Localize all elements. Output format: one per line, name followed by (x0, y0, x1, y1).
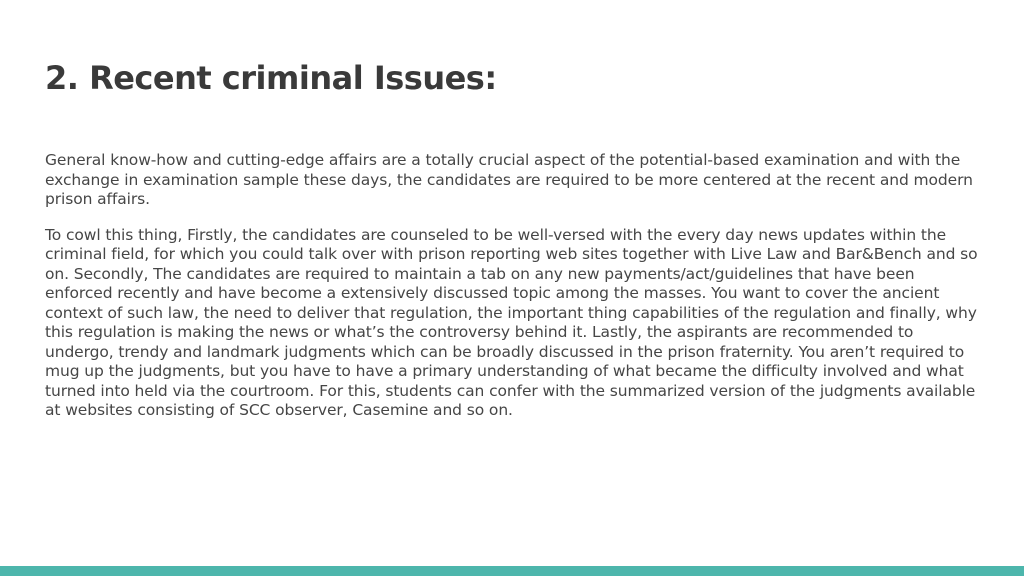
body-paragraph-2: To cowl this thing, Firstly, the candidates are counseled to be well-versed with the every day news updates within the criminal field, for which you could talk over with prison reporting web sites together with Live Law and Bar&Bench and so on. Secondly, The candidates are required to maintain a tab on any new payments/act/guidelines that have been enforced recently and have become a extensively discussed topic among the masses. You want to cover the ancient context of such law, the need to deliver that regulation, the important thing capabilities of the regulation and finally, why this regulation is making the news or what’s the controversy behind it. Lastly, the aspirants are recommended to undergo, trendy and landmark judgments which can be broadly discussed in the prison fraternity. You aren’t required to mug up the judgments, but you have to have a primary understanding of what became the difficulty involved and what turned into held via the courtroom. For this, students can confer with the summarized version of the judgments available at websites consisting of SCC observer, Casemine and so on. (45, 225, 978, 419)
accent-bar (0, 566, 1024, 576)
body-paragraph-1: General know-how and cutting-edge affairs are a totally crucial aspect of the potential-based examination and with the exchange in examination sample these days, the candidates are required to be more centered at the recent and modern prison affairs. (45, 151, 973, 208)
slide-title: 2. Recent criminal Issues: (45, 59, 497, 97)
slide-body (45, 151, 981, 437)
